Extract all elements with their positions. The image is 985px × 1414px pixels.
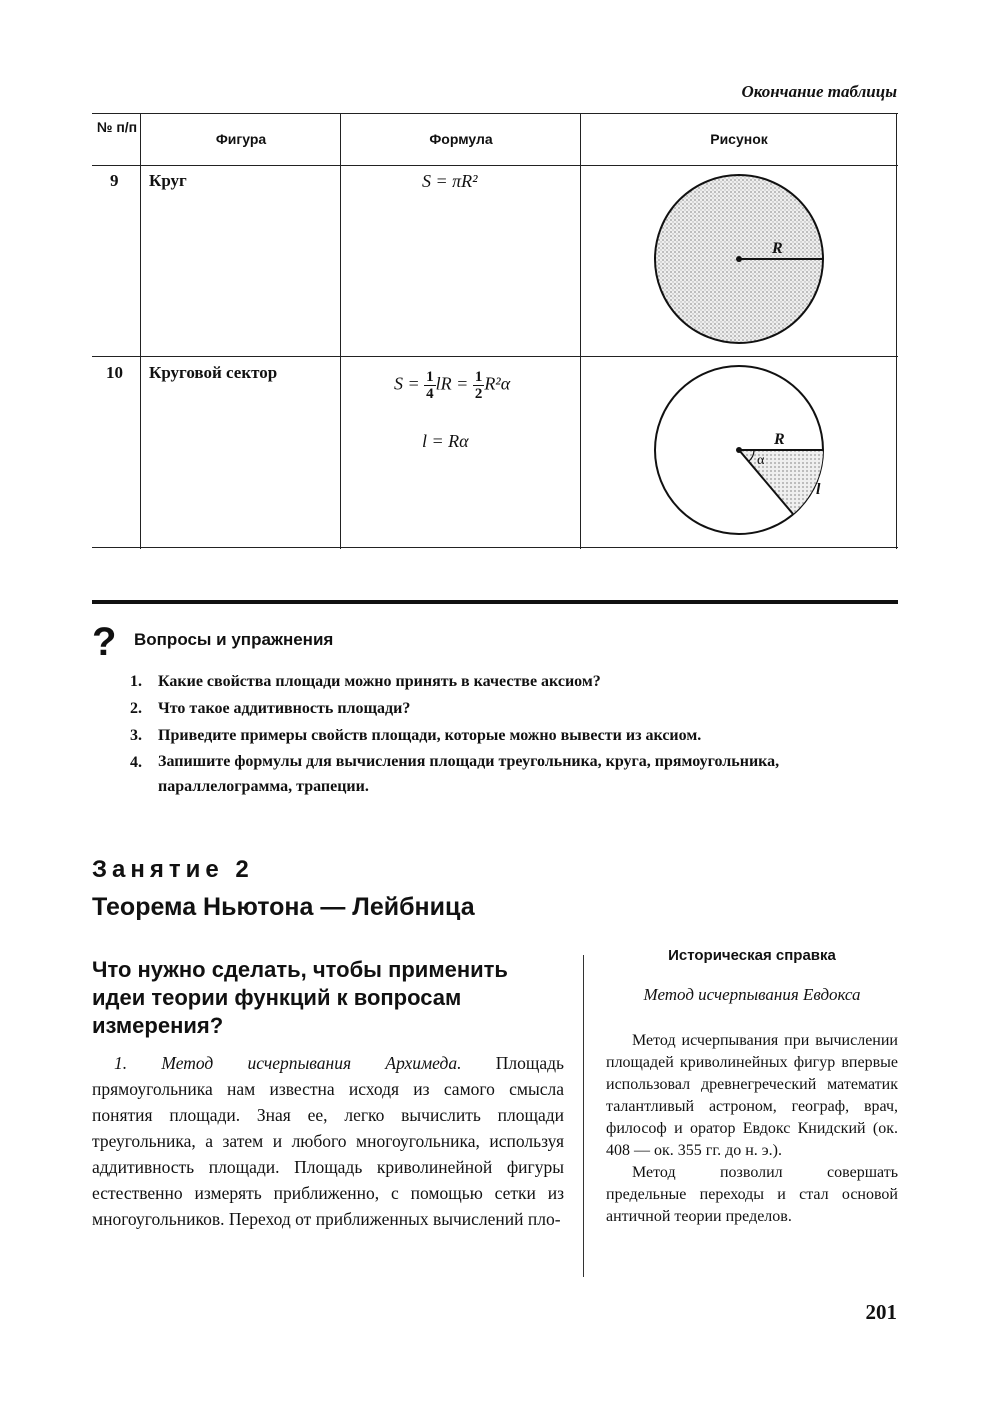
fraction-one-half: [473, 369, 485, 402]
fraction-numerator: 1: [474, 369, 483, 385]
table-col-divider-1: [140, 113, 141, 549]
formula-table: [92, 113, 898, 549]
circle-figure: [582, 167, 896, 355]
column-divider: [583, 955, 584, 1277]
arc-label: l: [816, 481, 821, 498]
question-mark-icon: ?: [92, 620, 117, 664]
question-text: Приведите примеры свойств площади, которые можно вывести из аксиом.: [158, 727, 702, 744]
row-10-formula: [394, 369, 510, 402]
row-9-formula: S = πR²: [422, 171, 478, 191]
fraction-denominator: 4: [426, 386, 434, 402]
question-number: 4.: [130, 754, 142, 771]
sidebar-paragraph: Метод исчерпывания при вычислении площадей криволинейных фигур впервые использовал древнегреческий математик талантливый астроном, географ, врач, философ и оратор Евдокс Книдский (ок. 408 — ок. 355 гг. до н. э.).: [606, 1032, 898, 1159]
table-border-right: [896, 113, 897, 549]
lesson-label: Занятие 2: [92, 856, 254, 883]
row-10-num: 10: [106, 363, 123, 382]
main-paragraph: [92, 1050, 564, 1232]
question-number: 1.: [130, 673, 142, 690]
question-text: Запишите формулы для вычисления площади треугольника, круга, прямоугольника, параллелограмма, трапеции.: [158, 753, 780, 795]
fraction-denominator: 2: [474, 386, 483, 402]
section-rule: [92, 600, 898, 604]
question-item: [130, 695, 900, 722]
paragraph-lead: 1. Метод исчерпывания Архимеда.: [114, 1053, 462, 1073]
sidebar-title: Историческая справка: [668, 947, 836, 964]
section-subheading: Что нужно сделать, чтобы применить идеи теории функций к вопросам измерения?: [92, 957, 508, 1038]
question-number: 3.: [130, 727, 142, 744]
questions-list: [130, 668, 900, 799]
questions-title: Вопросы и упражнения: [134, 630, 334, 649]
sector-radius-label: R: [774, 431, 785, 448]
header-formula: Формула: [429, 131, 493, 147]
question-item: [130, 722, 900, 749]
sidebar-paragraph: Метод позволил совершать предельные переходы и стал основой античной теории пределов.: [606, 1164, 898, 1225]
sidebar-subtitle: Метод исчерпывания Евдокса: [643, 985, 861, 1004]
table-col-divider-2: [340, 113, 341, 549]
sector-formula-end: R²α: [484, 373, 511, 394]
question-text: Что такое аддитивность площади?: [158, 700, 411, 717]
question-text: Какие свойства площади можно принять в качестве аксиом?: [158, 673, 601, 690]
circle-center-dot: [736, 256, 742, 262]
page-number: 201: [865, 1300, 897, 1324]
table-col-divider-3: [580, 113, 581, 549]
header-figure: Фигура: [215, 131, 267, 147]
paragraph-body: Площадь прямоугольника нам известна исходя из самого смысла понятия площади. Зная ее, легко вычислить площади треугольника, а затем и любого многоугольника, используя аддитивность площади. Площадь криволинейной фигуры естественно измерять приближенно, с помощью сетки из многоугольников. Переход от приближенных вычислений пло-: [92, 1053, 564, 1229]
sidebar-text: [606, 1030, 898, 1228]
sector-figure: [582, 358, 896, 546]
sector-center-dot: [736, 447, 742, 453]
table-row-divider: [92, 356, 898, 357]
header-num: № п/п: [96, 119, 138, 135]
row-9-num: 9: [110, 171, 119, 190]
question-number: 2.: [130, 700, 142, 717]
row-9-figure: Круг: [149, 171, 187, 190]
angle-label: α: [757, 453, 765, 468]
question-item: [130, 749, 900, 799]
row-10-arc-formula: l = Rα: [422, 431, 469, 451]
radius-label: R: [772, 240, 783, 257]
sector-formula-mid: lR =: [435, 373, 469, 394]
sector-formula-s: S =: [394, 373, 420, 394]
table-border-bottom: [92, 547, 898, 548]
header-picture: Рисунок: [710, 131, 768, 147]
fraction-numerator: 1: [426, 369, 434, 385]
table-header-divider: [92, 165, 898, 166]
lesson-title: Теорема Ньютона — Лейбница: [92, 893, 475, 921]
question-item: [130, 668, 900, 695]
fraction-one-quarter: [424, 369, 436, 402]
table-caption: Окончание таблицы: [741, 82, 897, 101]
row-10-figure: Круговой сектор: [149, 363, 278, 382]
table-border-top: [92, 113, 898, 114]
